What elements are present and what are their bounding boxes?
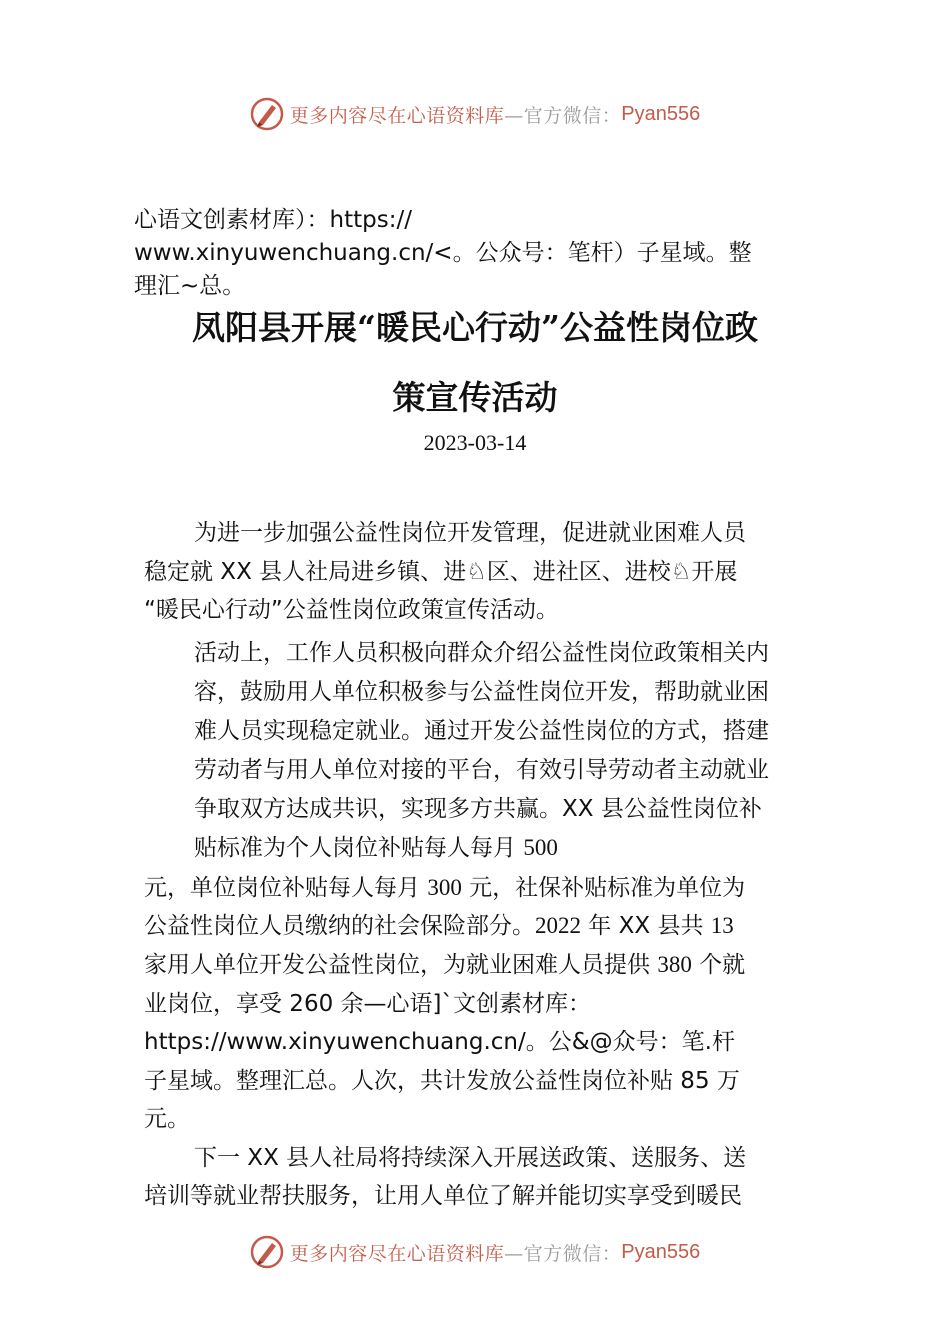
watermark-id: Pyan556 (621, 1240, 701, 1263)
body-number: 500 (523, 835, 558, 860)
watermark-text: 更多内容尽在心语资料库 (289, 104, 505, 127)
watermark-id: Pyan556 (621, 102, 701, 125)
body-text: 公益性岗位人员缴纳的社会保险部分。 (144, 913, 535, 939)
body-text: 年 XX 县共 (581, 913, 711, 939)
body-line: 稳定就 XX 县人社局进乡镇、进♘区、进社区、进校♘开展 (144, 559, 738, 585)
body-line: 活动上，工作人员积极向群众介绍公益性岗位政策相关内 (194, 640, 769, 666)
body-line: 劳动者与用人单位对接的平台，有效引导劳动者主动就业 (194, 757, 769, 783)
watermark-separator: —官方微信： (504, 104, 622, 127)
body-number: 2022 (535, 913, 581, 938)
body-line (144, 910, 734, 942)
body-line: 子星域。整理汇总。人次，共计发放公益性岗位补贴 85 万 (144, 1068, 740, 1094)
body-line: 容，鼓励用人单位积极参与公益性岗位开发，帮助就业困 (194, 679, 769, 705)
body-text: 元，单位岗位补贴每人每月 (144, 875, 428, 901)
body-line: 为进一步加强公益性岗位开发管理，促进就业困难人员 (194, 520, 746, 546)
body-text: 贴标准为个人岗位补贴每人每月 (194, 835, 524, 861)
body-text: 个就 (691, 952, 746, 978)
header-note (134, 204, 834, 303)
pen-logo-icon (250, 1235, 284, 1269)
body-number: 13 (710, 913, 734, 938)
body-line (144, 949, 745, 981)
article-date: 2023-03-14 (423, 430, 527, 455)
body-line: 元。 (144, 1106, 190, 1132)
header-note-line: 理汇~总。 (134, 273, 246, 299)
article-title-line-1: 凤阳县开展“暖民心行动”公益性岗位政 (192, 308, 758, 347)
watermark-banner-top (0, 94, 950, 134)
body-line: “暖民心行动”公益性岗位政策宣传活动。 (144, 597, 559, 623)
watermark-banner-bottom (0, 1232, 950, 1272)
watermark-separator: —官方微信： (504, 1242, 622, 1265)
header-note-line: 心语文创素材库）：https:// (134, 207, 412, 233)
header-note-line: www.xinyuwenchuang.cn/<。公众号：笔杆）子星域。整 (134, 240, 752, 266)
body-line: 难人员实现稳定就业。通过开发公益性岗位的方式，搭建 (194, 718, 769, 744)
body-line: 争取双方达成共识，实现多方共赢。XX 县公益性岗位补 (194, 796, 762, 822)
body-number: 380 (657, 952, 692, 977)
body-number: 300 (427, 875, 462, 900)
body-line (144, 872, 745, 904)
body-line: 培训等就业帮扶服务，让用人单位了解并能切实享受到暖民 (144, 1183, 742, 1209)
pen-logo-icon (250, 97, 284, 131)
body-line: 业岗位，享受 260 余—心语]`文创素材库： (144, 991, 591, 1017)
body-line (194, 832, 558, 864)
body-text: 家用人单位开发公益性岗位，为就业困难人员提供 (144, 952, 658, 978)
article-title-line-2: 策宣传活动 (392, 378, 558, 417)
body-line: 下一 XX 县人社局将持续深入开展送政策、送服务、送 (194, 1145, 747, 1171)
body-line: https://www.xinyuwenchuang.cn/。公&@众号：笔.杆 (144, 1029, 735, 1055)
body-text: 元，社保补贴标准为单位为 (461, 875, 746, 901)
watermark-text: 更多内容尽在心语资料库 (289, 1242, 505, 1265)
